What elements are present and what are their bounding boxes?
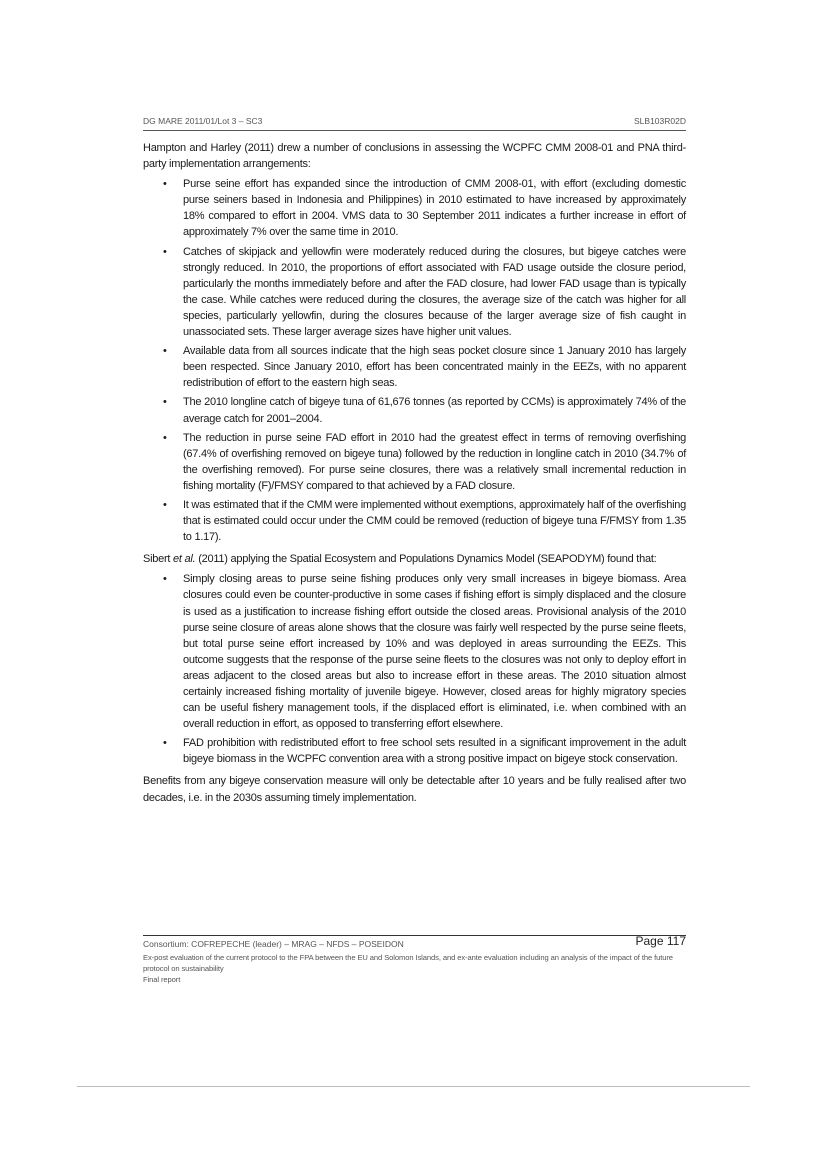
list-item [163,176,686,240]
document-body [143,140,686,806]
footer-report-label: Final report [143,975,181,984]
list-item [163,343,686,391]
footer-consortium: Consortium: COFREPECHE (leader) – MRAG – NFDS – POSEIDON [143,939,404,949]
list-item-text: FAD prohibition with redistributed effort to free school sets resulted in a significant improvement in the adult bigeye biomass in the WCPFC convention area with a strong positive impact on bigeye stock conservation. [183,737,686,766]
page-number: Page 117 [635,934,686,948]
bullet-icon: • [163,396,167,409]
bullet-icon: • [163,245,167,258]
seapodym-text: (2011) applying the Spatial Ecosystem and Populations Dynamics Model (SEAPODYM) found that: [195,553,657,566]
findings-list [143,571,686,767]
list-item [163,735,686,767]
seapodym-paragraph [143,551,686,567]
bullet-icon: • [163,178,167,191]
list-item [163,497,686,545]
bullet-icon: • [163,431,167,444]
list-item [163,244,686,341]
et-al-italic: et al. [173,553,196,566]
page-footer [143,935,686,985]
list-item-text: The 2010 longline catch of bigeye tuna of 61,676 tonnes (as reported by CCMs) is approximately 74% of the average catch for 2001–2004. [183,396,686,425]
conclusions-list [143,176,686,545]
list-item-text: Available data from all sources indicate that the high seas pocket closure since 1 January 2010 has largely been respected. Since January 2010, effort has been concentrated mainly in the EEZs, with no apparent redistribution of effort to the eastern high seas. [183,345,686,390]
bullet-icon: • [163,737,167,750]
bullet-icon: • [163,498,167,511]
footer-description: Ex-post evaluation of the current protocol to the FPA between the EU and Solomon Islands, and ex-ante evaluation including an analysis of the impact of the future protocol on sustainability [143,953,673,973]
intro-paragraph: Hampton and Harley (2011) drew a number of conclusions in assessing the WCPFC CMM 2008-01 and PNA third-party implementation arrangements: [143,142,686,171]
list-item-text: Purse seine effort has expanded since the introduction of CMM 2008-01, with effort (excluding domestic purse seiners based in Indonesia and Philippines) in 2010 estimated to have increased by approximately 18% compared to effort in 2004. VMS data to 30 September 2011 indicates a further increase in effort of approximately 7% over the same time in 2010. [183,178,686,239]
list-item [163,430,686,494]
header-reference: DG MARE 2011/01/Lot 3 – SC3 [143,116,263,126]
bullet-icon: • [163,345,167,358]
page-header [143,116,686,131]
bullet-icon: • [163,573,167,586]
seapodym-author: Sibert [143,553,174,566]
list-item-text: Simply closing areas to purse seine fishing produces only very small increases in bigeye biomass. Area closures could even be counter-productive in some cases if fishing effort is simply displaced and the closure is used as a justification to increase fishing effort outside the closed areas. Provisional analysis of the 2010 purse seine closure of areas alone shows that the closure was fairly well respected by the purse seine fleets, but total purse seine effort increased by 10% and was deployed in areas surrounding the EEZs. This outcome suggests that the response of the purse seine fleets to the closures was not only to deploy effort in areas adjacent to the closed areas but also to increase effort in these areas. The 2010 situation almost certainly increased fishing mortality of juvenile bigeye. However, closed areas for highly migratory species can be useful fishery management tools, if the displaced effort is eliminated, i.e. when combined with an overall reduction in effort, as opposed to transferring effort elsewhere. [183,573,686,731]
header-doc-code: SLB103R02D [634,116,686,126]
benefits-paragraph: Benefits from any bigeye conservation measure will only be detectable after 10 years and be fully realised after two decades, i.e. in the 2030s assuming timely implementation. [143,775,686,804]
page-bottom-divider [77,1086,750,1087]
list-item-text: The reduction in purse seine FAD effort in 2010 had the greatest effect in terms of removing overfishing (67.4% of overfishing removed on bigeye tuna) followed by the reduction in longline catch in 2010 (34.7% of the overfishing removed). For purse seine closures, there was a relatively small incremental reduction in fishing mortality (F)/FMSY compared to that achieved by a FAD closure. [183,431,686,492]
list-item-text: Catches of skipjack and yellowfin were moderately reduced during the closures, but bigeye catches were strongly reduced. In 2010, the proportions of effort associated with FAD usage outside the closure period, particularly the months immediately before and after the FAD closure, had lower FAD usage than is typically the case. While catches were reduced during the closures, the average size of the catch was higher for all species, particularly yellowfin, during the closures because of the larger average size of fish caught in unassociated sets. These larger average sizes have higher unit values. [183,245,686,339]
list-item-text: It was estimated that if the CMM were implemented without exemptions, approximately half of the overfishing that is estimated could occur under the CMM could be removed (reduction of bigeye tuna F/FMSY from 1.35 to 1.17). [183,498,686,544]
list-item [163,571,686,732]
list-item [163,394,686,426]
